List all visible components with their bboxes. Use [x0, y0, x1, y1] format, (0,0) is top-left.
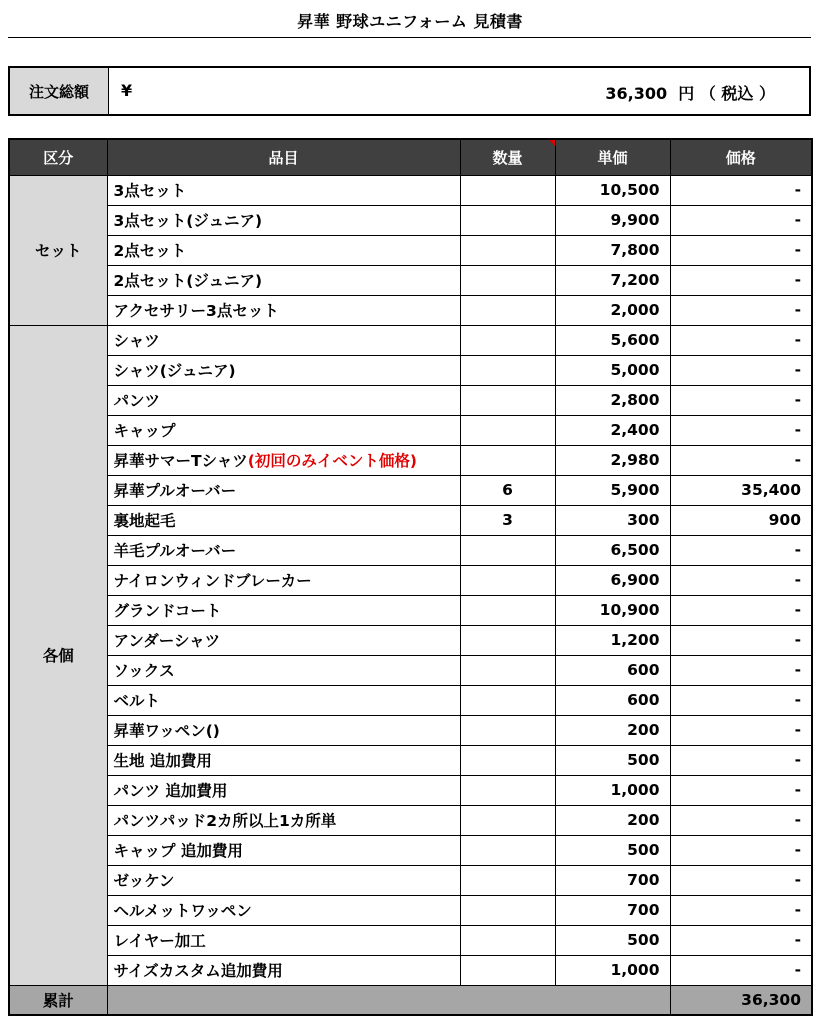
- unit-price-cell: 2,980: [555, 445, 670, 475]
- table-row: [9, 625, 812, 655]
- price-cell: -: [670, 775, 812, 805]
- item-name: ナイロンウィンドブレーカー: [113, 572, 312, 590]
- table-row: [9, 235, 812, 265]
- qty-cell[interactable]: [460, 385, 555, 415]
- qty-cell[interactable]: [460, 325, 555, 355]
- item-name: 昇華プルオーバー: [113, 482, 237, 500]
- header-unit-price: 単価: [555, 139, 670, 175]
- unit-price-cell: 200: [555, 715, 670, 745]
- qty-cell[interactable]: [460, 265, 555, 295]
- table-row: [9, 265, 812, 295]
- item-cell: [107, 745, 460, 775]
- unit-price-cell: 7,200: [555, 265, 670, 295]
- qty-cell[interactable]: [460, 235, 555, 265]
- table-row: [9, 925, 812, 955]
- item-name: キャップ 追加費用: [113, 842, 243, 860]
- table-row: [9, 565, 812, 595]
- qty-cell[interactable]: [460, 745, 555, 775]
- unit-price-cell: 500: [555, 745, 670, 775]
- qty-cell[interactable]: [460, 625, 555, 655]
- unit-price-cell: 500: [555, 835, 670, 865]
- table-row: [9, 475, 812, 505]
- item-name: 2点セット(ジュニア): [113, 272, 263, 290]
- item-name: レイヤー加工: [113, 932, 206, 950]
- qty-cell[interactable]: [460, 775, 555, 805]
- table-row: [9, 685, 812, 715]
- table-row: [9, 385, 812, 415]
- quote-table: [8, 138, 813, 1016]
- price-cell: -: [670, 865, 812, 895]
- price-cell: -: [670, 175, 812, 205]
- qty-cell[interactable]: [460, 205, 555, 235]
- item-name: 羊毛プルオーバー: [113, 542, 237, 560]
- qty-cell[interactable]: [460, 835, 555, 865]
- item-name: 3点セット(ジュニア): [113, 212, 263, 230]
- table-row: [9, 505, 812, 535]
- qty-cell[interactable]: 3: [460, 505, 555, 535]
- unit-price-cell: 600: [555, 685, 670, 715]
- table-row: [9, 715, 812, 745]
- price-cell: -: [670, 295, 812, 325]
- price-cell: -: [670, 355, 812, 385]
- item-cell: [107, 955, 460, 985]
- unit-price-cell: 6,500: [555, 535, 670, 565]
- qty-cell[interactable]: [460, 295, 555, 325]
- table-row: [9, 655, 812, 685]
- item-name: アクセサリー3点セット: [113, 302, 279, 320]
- unit-price-cell: 2,800: [555, 385, 670, 415]
- item-cell: [107, 415, 460, 445]
- quote-table-body: [9, 175, 812, 985]
- price-cell: -: [670, 385, 812, 415]
- price-cell: -: [670, 655, 812, 685]
- price-cell: -: [670, 415, 812, 445]
- summary-suffix: 円 （ 税込 ）: [678, 84, 775, 103]
- price-cell: -: [670, 445, 812, 475]
- unit-price-cell: 1,000: [555, 955, 670, 985]
- item-name: 昇華サマーTシャツ: [113, 452, 248, 470]
- item-name: 生地 追加費用: [113, 752, 212, 770]
- summary-value-cell: [109, 68, 809, 114]
- item-name: グランドコート: [113, 602, 222, 620]
- table-row: [9, 205, 812, 235]
- table-row: [9, 445, 812, 475]
- unit-price-cell: 200: [555, 805, 670, 835]
- unit-price-cell: 10,500: [555, 175, 670, 205]
- qty-cell[interactable]: [460, 565, 555, 595]
- item-name: ヘルメットワッペン: [113, 902, 252, 920]
- price-cell: -: [670, 535, 812, 565]
- item-cell: [107, 775, 460, 805]
- item-cell: [107, 265, 460, 295]
- item-cell: [107, 805, 460, 835]
- item-cell: [107, 235, 460, 265]
- price-cell: -: [670, 565, 812, 595]
- item-name: シャツ(ジュニア): [113, 362, 236, 380]
- price-cell: -: [670, 835, 812, 865]
- table-row: [9, 895, 812, 925]
- item-cell: [107, 535, 460, 565]
- item-cell: [107, 475, 460, 505]
- item-name: 3点セット: [113, 182, 187, 200]
- category-cell: セット: [9, 175, 107, 325]
- price-cell: -: [670, 325, 812, 355]
- price-cell: -: [670, 925, 812, 955]
- unit-price-cell: 2,400: [555, 415, 670, 445]
- summary-amount-line: [605, 81, 775, 104]
- unit-price-cell: 5,600: [555, 325, 670, 355]
- item-name: シャツ: [113, 332, 160, 350]
- qty-cell[interactable]: 6: [460, 475, 555, 505]
- item-cell: [107, 325, 460, 355]
- currency-symbol: ¥: [121, 81, 133, 100]
- item-cell: [107, 685, 460, 715]
- item-name: アンダーシャツ: [113, 632, 221, 650]
- table-row: [9, 775, 812, 805]
- unit-price-cell: 5,900: [555, 475, 670, 505]
- qty-cell[interactable]: [460, 445, 555, 475]
- table-row: [9, 295, 812, 325]
- qty-cell[interactable]: [460, 655, 555, 685]
- unit-price-cell: 300: [555, 505, 670, 535]
- qty-cell[interactable]: [460, 415, 555, 445]
- table-row: [9, 415, 812, 445]
- table-header-row: [9, 139, 812, 175]
- table-row: [9, 175, 812, 205]
- table-row: [9, 835, 812, 865]
- item-cell: [107, 655, 460, 685]
- item-cell: [107, 715, 460, 745]
- item-cell: [107, 385, 460, 415]
- item-cell: [107, 835, 460, 865]
- header-qty: [460, 139, 555, 175]
- item-cell: [107, 895, 460, 925]
- total-spacer: [107, 985, 670, 1015]
- price-cell: 35,400: [670, 475, 812, 505]
- item-name: ソックス: [113, 662, 175, 680]
- price-cell: -: [670, 205, 812, 235]
- unit-price-cell: 600: [555, 655, 670, 685]
- qty-cell[interactable]: [460, 175, 555, 205]
- unit-price-cell: 2,000: [555, 295, 670, 325]
- order-total-summary: [8, 66, 811, 116]
- item-note: (初回のみイベント価格): [247, 452, 417, 470]
- item-name: 2点セット: [113, 242, 187, 260]
- table-row: [9, 865, 812, 895]
- unit-price-cell: 500: [555, 925, 670, 955]
- unit-price-cell: 1,200: [555, 625, 670, 655]
- qty-cell[interactable]: [460, 925, 555, 955]
- table-row: [9, 955, 812, 985]
- qty-cell[interactable]: [460, 355, 555, 385]
- table-row: [9, 535, 812, 565]
- comment-indicator-icon: [549, 140, 555, 146]
- table-row: [9, 745, 812, 775]
- item-name: サイズカスタム追加費用: [113, 962, 283, 980]
- total-row: [9, 985, 812, 1015]
- price-cell: -: [670, 745, 812, 775]
- summary-label: 注文総額: [10, 68, 109, 114]
- unit-price-cell: 7,800: [555, 235, 670, 265]
- price-cell: -: [670, 805, 812, 835]
- header-price: 価格: [670, 139, 812, 175]
- price-cell: -: [670, 895, 812, 925]
- qty-cell[interactable]: [460, 865, 555, 895]
- unit-price-cell: 700: [555, 895, 670, 925]
- item-cell: [107, 295, 460, 325]
- item-cell: [107, 625, 460, 655]
- summary-amount: 36,300: [605, 84, 668, 103]
- item-cell: [107, 205, 460, 235]
- unit-price-cell: 5,000: [555, 355, 670, 385]
- header-category: 区分: [9, 139, 107, 175]
- title-underline: [8, 37, 811, 38]
- item-name: パンツ 追加費用: [113, 782, 228, 800]
- item-name: パンツ: [113, 392, 161, 410]
- item-name: ゼッケン: [113, 872, 175, 890]
- item-name: キャップ: [113, 422, 176, 440]
- header-item: 品目: [107, 139, 460, 175]
- price-cell: -: [670, 955, 812, 985]
- header-qty-label: 数量: [492, 148, 523, 167]
- price-cell: -: [670, 685, 812, 715]
- table-row: [9, 805, 812, 835]
- qty-cell[interactable]: [460, 595, 555, 625]
- qty-cell[interactable]: [460, 535, 555, 565]
- price-cell: -: [670, 235, 812, 265]
- item-cell: [107, 865, 460, 895]
- item-cell: [107, 175, 460, 205]
- item-name: 裏地起毛: [113, 512, 176, 530]
- unit-price-cell: 700: [555, 865, 670, 895]
- total-amount: 36,300: [670, 985, 812, 1015]
- qty-cell[interactable]: [460, 955, 555, 985]
- item-cell: [107, 505, 460, 535]
- unit-price-cell: 10,900: [555, 595, 670, 625]
- item-cell: [107, 445, 460, 475]
- unit-price-cell: 1,000: [555, 775, 670, 805]
- table-row: [9, 595, 812, 625]
- item-cell: [107, 925, 460, 955]
- item-cell: [107, 565, 460, 595]
- item-name: ベルト: [113, 692, 161, 710]
- price-cell: -: [670, 625, 812, 655]
- item-name: 昇華ワッペン(): [113, 722, 220, 740]
- item-name: パンツパッド2カ所以上1カ所単: [113, 812, 337, 830]
- unit-price-cell: 6,900: [555, 565, 670, 595]
- table-row: [9, 355, 812, 385]
- price-cell: -: [670, 715, 812, 745]
- qty-cell[interactable]: [460, 715, 555, 745]
- price-cell: 900: [670, 505, 812, 535]
- table-row: [9, 325, 812, 355]
- qty-cell[interactable]: [460, 685, 555, 715]
- price-cell: -: [670, 265, 812, 295]
- qty-cell[interactable]: [460, 805, 555, 835]
- category-cell: 各個: [9, 325, 107, 985]
- unit-price-cell: 9,900: [555, 205, 670, 235]
- total-label: 累計: [9, 985, 107, 1015]
- item-cell: [107, 355, 460, 385]
- item-cell: [107, 595, 460, 625]
- document-title: 昇華 野球ユニフォーム 見積書: [297, 12, 523, 31]
- price-cell: -: [670, 595, 812, 625]
- qty-cell[interactable]: [460, 895, 555, 925]
